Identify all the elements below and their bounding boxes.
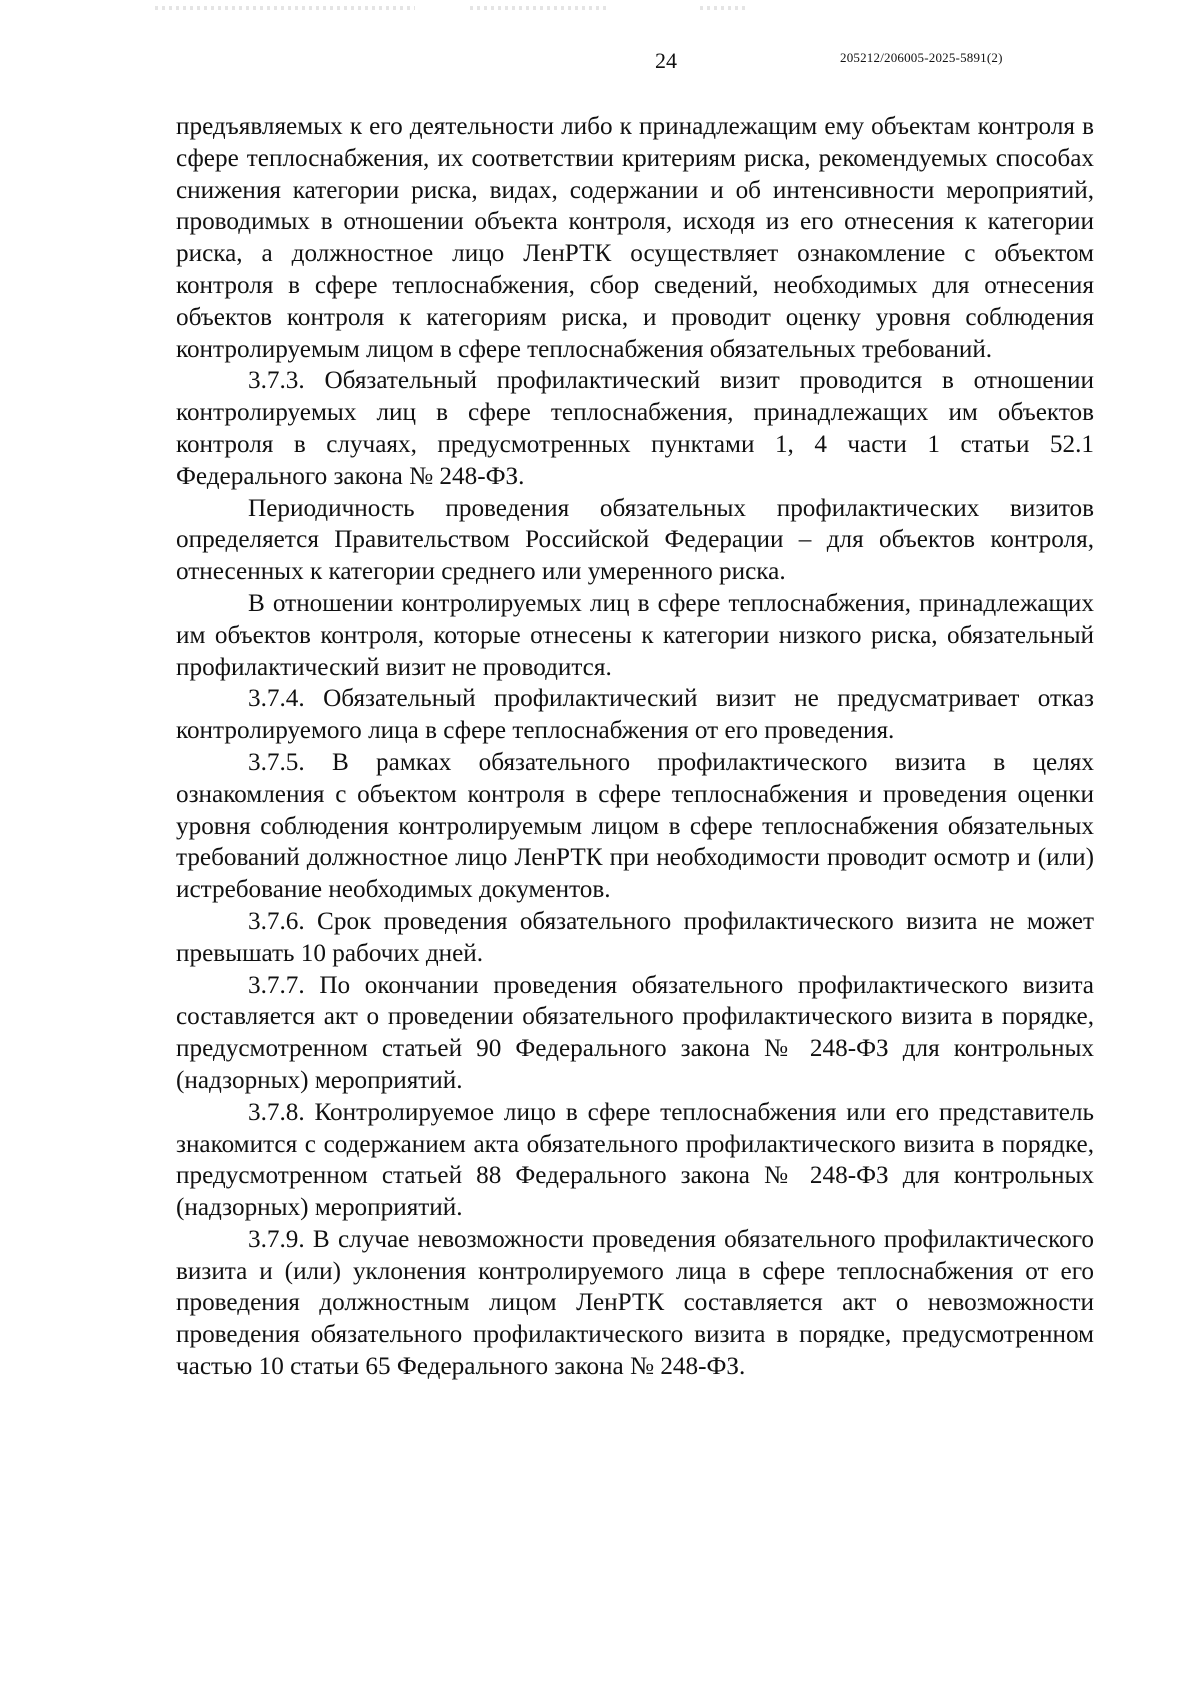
paragraph-periodicity: Периодичность проведения обязательных профилактических визитов определяется Правительством Российской Федерации – для объектов контроля, отнесенных к категории среднего или умеренного риска. [176,494,1094,586]
paragraph-3-7-4: 3.7.4. Обязательный профилактический визит не предусматривает отказ контролируемого лица в сфере теплоснабжения от его проведения. [176,685,1094,745]
paragraph-3-7-3: 3.7.3. Обязательный профилактический визит проводится в отношении контролируемых лиц в сфере теплоснабжения, принадлежащих им объектов контроля в случаях, предусмотренных пунктами 1, 4 части 1 статьи 52.1 Федерального закона № 248-ФЗ. [176,367,1094,490]
paragraph-low-risk: В отношении контролируемых лиц в сфере теплоснабжения, принадлежащих им объектов контроля, которые отнесены к категории низкого риска, обязательный профилактический визит не проводится. [176,589,1094,681]
document-body [176,111,1094,1383]
scan-artifact [700,6,745,10]
page-number: 24 [655,48,677,73]
scan-artifact [155,6,415,10]
paragraph-3-7-9: 3.7.9. В случае невозможности проведения обязательного профилактического визита и (или) уклонения контролируемого лица в сфере теплоснабжения от его проведения должностным лицом ЛенРТК составляется акт о невозможности проведения обязательного профилактического визита в порядке, предусмотренном частью 10 статьи 65 Федерального закона № 248-ФЗ. [176,1225,1094,1381]
scan-artifact [470,6,610,10]
paragraph-3-7-5: 3.7.5. В рамках обязательного профилактического визита в целях ознакомления с объектом контроля в сфере теплоснабжения и проведения оценки уровня соблюдения контролируемым лицом в сфере теплоснабжения обязательных требований должностное лицо ЛенРТК при необходимости проводит осмотр и (или) истребование необходимых документов. [176,748,1094,904]
document-id: 205212/206005-2025-5891(2) [840,50,1003,65]
paragraph-3-7-6: 3.7.6. Срок проведения обязательного профилактического визита не может превышать 10 рабочих дней. [176,907,1094,967]
paragraph-3-7-7: 3.7.7. По окончании проведения обязательного профилактического визита составляется акт о проведении обязательного профилактического визита в порядке, предусмотренном статьей 90 Федерального закона № 248-ФЗ для контрольных (надзорных) мероприятий. [176,971,1094,1094]
paragraph-3-7-8: 3.7.8. Контролируемое лицо в сфере теплоснабжения или его представитель знакомится с содержанием акта обязательного профилактического визита в порядке, предусмотренном статьей 88 Федерального закона № 248-ФЗ для контрольных (надзорных) мероприятий. [176,1098,1094,1222]
paragraph-continuation: предъявляемых к его деятельности либо к принадлежащим ему объектам контроля в сфере теплоснабжения, их соответствии критериям риска, рекомендуемых способах снижения категории риска, видах, содержании и об интенсивности мероприятий, проводимых в отношении объекта контроля, исходя из его отнесения к категории риска, а должностное лицо ЛенРТК осуществляет ознакомление с объектом контроля в сфере теплоснабжения, сбор сведений, необходимых для отнесения объектов контроля к категориям риска, и проводит оценку уровня соблюдения контролируемым лицом в сфере теплоснабжения обязательных требований. [176,113,1094,363]
